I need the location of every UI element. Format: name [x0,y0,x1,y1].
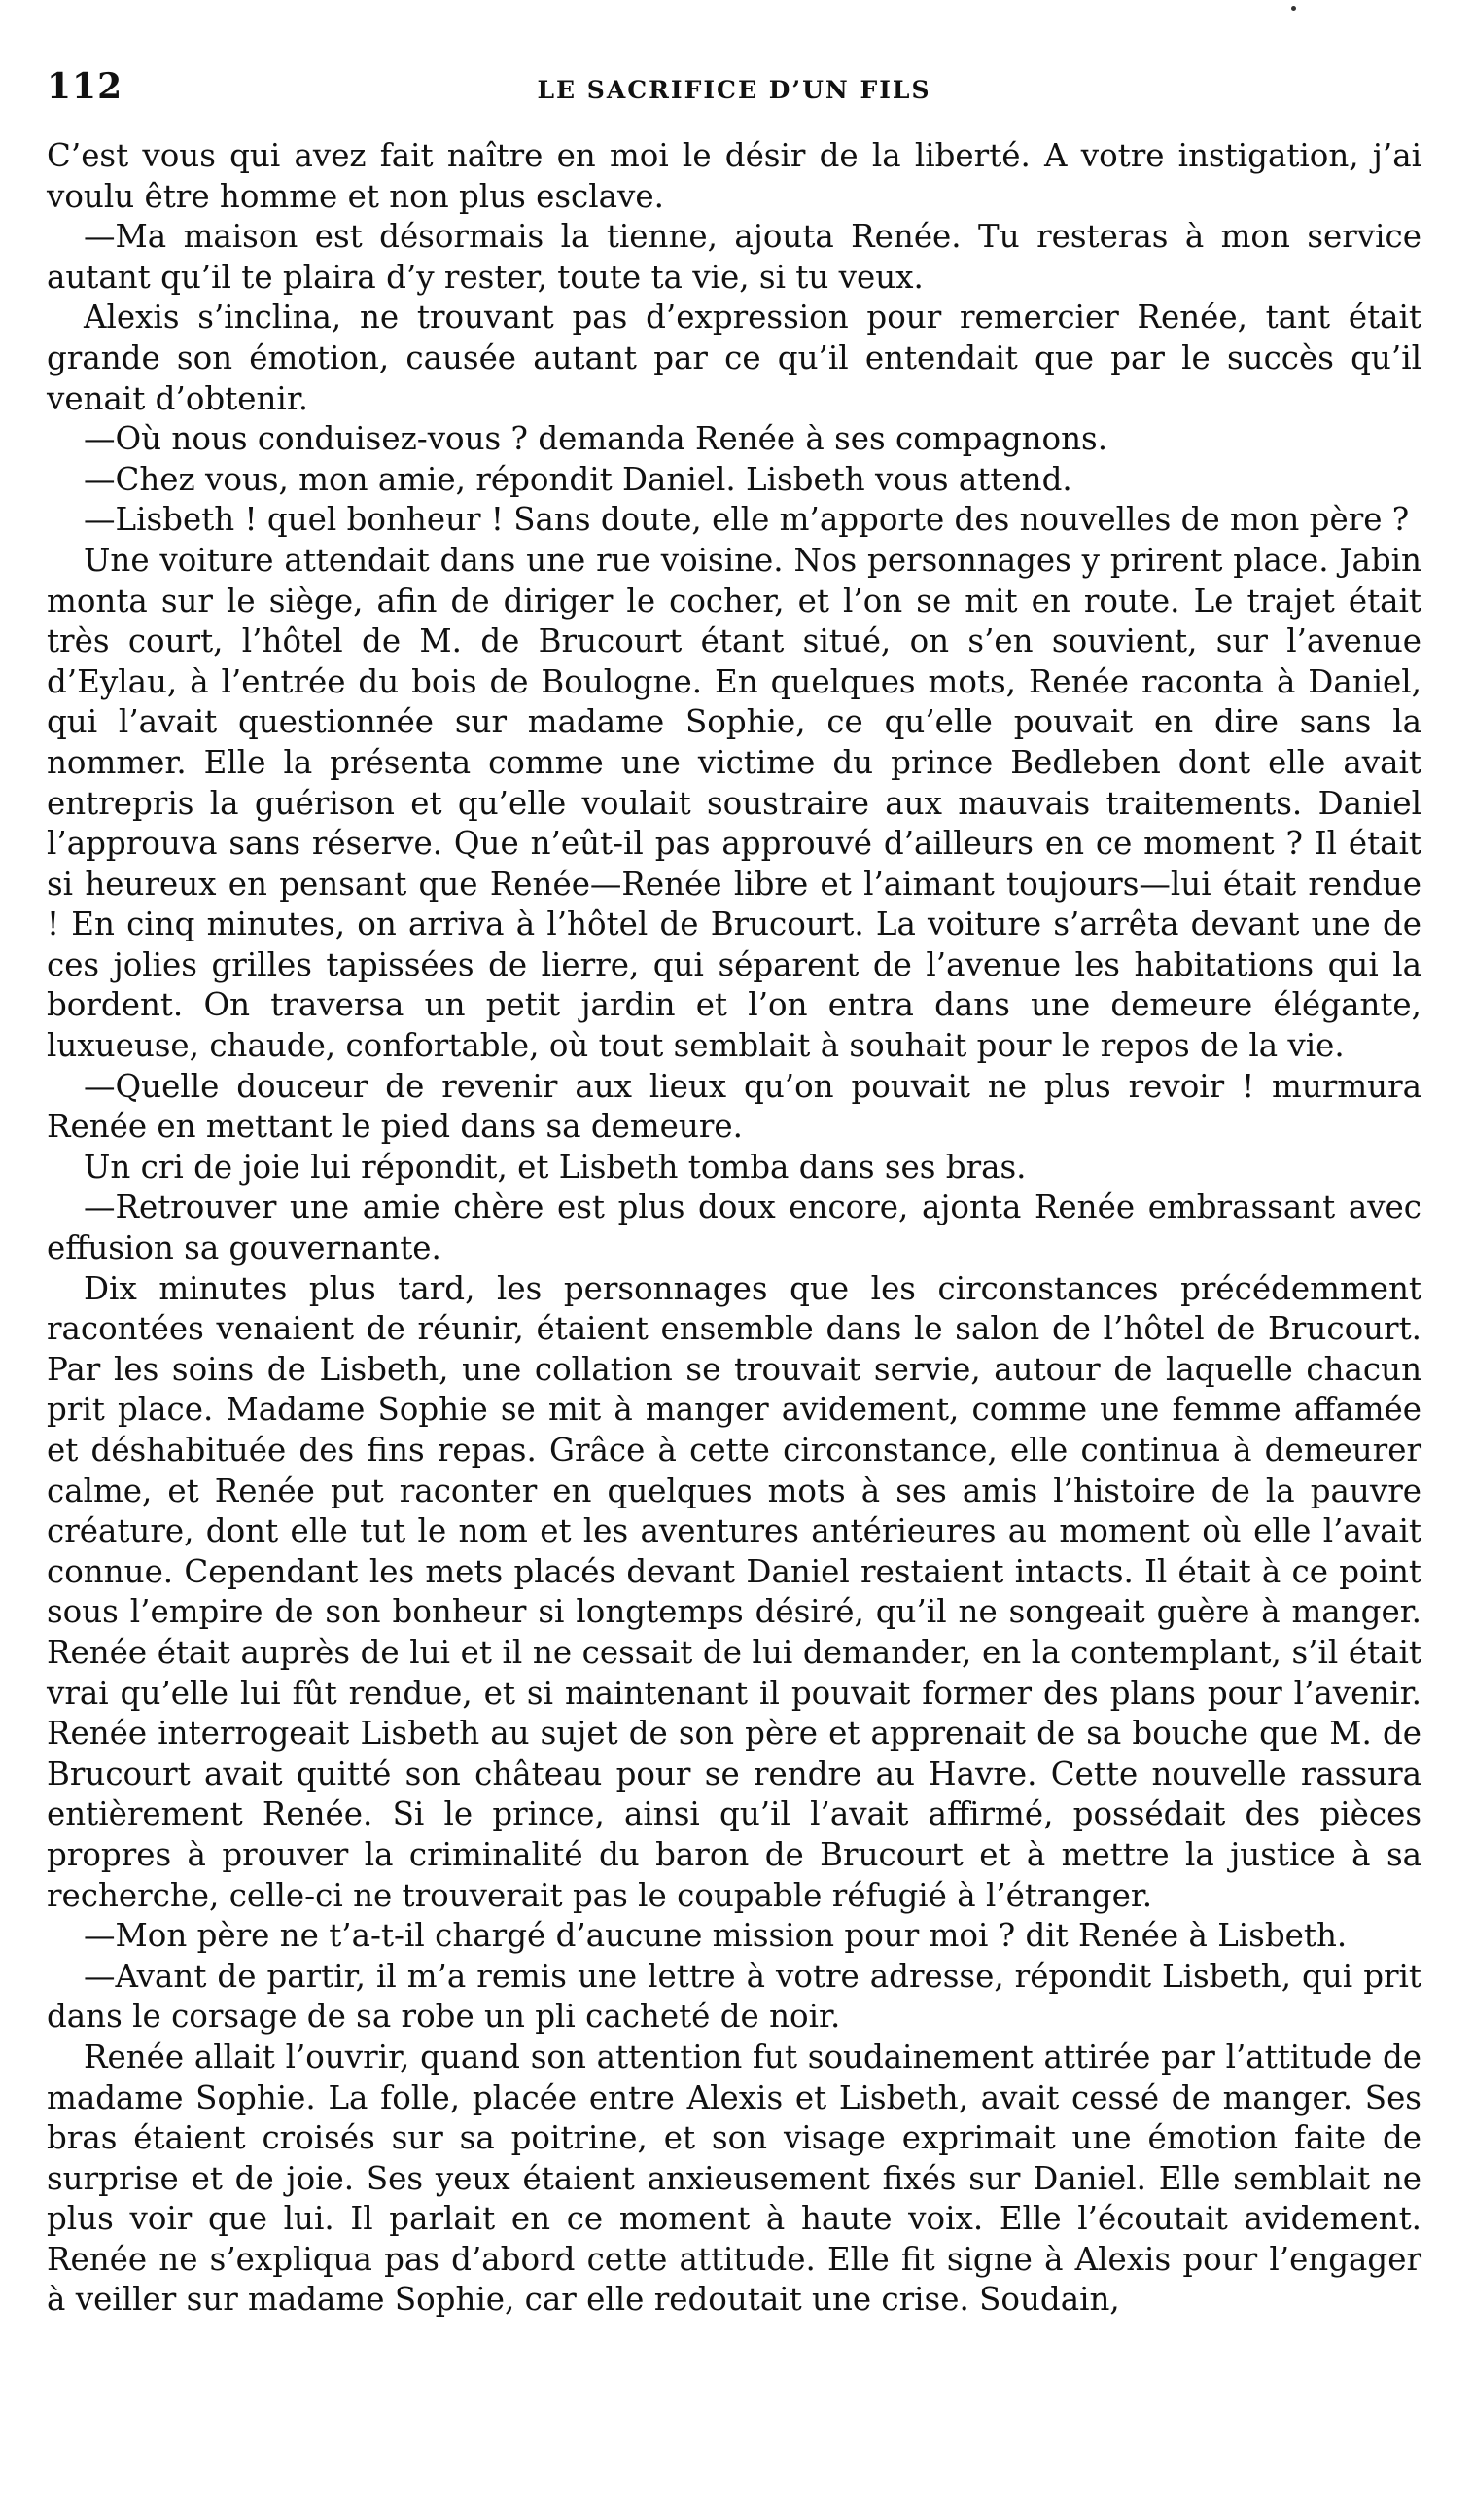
paragraph: —Quelle douceur de revenir aux lieux qu’on pouvait ne plus revoir ! murmura Renée en mettant le pied dans sa demeure. [47,1067,1421,1146]
running-title: LE SACRIFICE D’UN FILS [537,76,931,104]
paragraph: Une voiture attendait dans une rue voisine. Nos personnages y prirent place. Jabin monta sur le siège, afin de diriger le cocher, et l’on se mit en route. Le trajet était très court, l’hôtel de M. de Brucourt étant situé, on s’en souvient, sur l’avenue d’Eylau, à l’entrée du bois de Boulogne. En quelques mots, Renée raconta à Daniel, qui l’avait questionnée sur madame Sophie, ce qu’elle pouvait en dire sans la nommer. Elle la présenta comme une victime du prince Bedleben dont elle avait entrepris la guérison et qu’elle voulait soustraire aux mauvais traitements. Daniel l’approuva sans réserve. Que n’eût-il pas approuvé d’ailleurs en ce moment ? Il était si heureux en pensant que Renée—Renée libre et l’aimant toujours—lui était rendue ! En cinq minutes, on arriva à l’hôtel de Brucourt. La voiture s’arrêta devant une de ces jolies grilles tapissées de lierre, qui séparent de l’avenue les habitations qui la bordent. On traversa un petit jardin et l’on entra dans une demeure élégante, luxueuse, chaude, confortable, où tout semblait à souhait pour le repos de la vie. [47,541,1421,1065]
ink-speck [1291,6,1296,11]
paragraph: —Où nous conduisez-vous ? demanda Renée à ses compagnons. [84,420,1108,458]
paragraph: —Avant de partir, il m’a remis une lettre à votre adresse, répondit Lisbeth, qui prit dans le corsage de sa robe un pli cacheté de noir. [47,1957,1421,2036]
running-head [47,60,1421,119]
paragraph: —Mon père ne t’a-t-il chargé d’aucune mission pour moi ? dit Renée à Lisbeth. [84,1917,1348,1955]
book-page [47,60,1421,2321]
paragraph: Un cri de joie lui répondit, et Lisbeth tomba dans ses bras. [84,1148,1027,1186]
page-number: 112 [47,66,123,107]
paragraph: Alexis s’inclina, ne trouvant pas d’expression pour remercier Renée, tant était grande son émotion, causée autant par ce qu’il entendait que par le succès qu’il venait d’obtenir. [47,299,1421,417]
paragraph: —Chez vous, mon amie, répondit Daniel. Lisbeth vous attend. [84,460,1072,498]
paragraph: Dix minutes plus tard, les personnages que les circonstances précédemment racontées venaient de réunir, étaient ensemble dans le salon de l’hôtel de Brucourt. Par les soins de Lisbeth, une collation se trouvait servie, autour de laquelle chacun prit place. Madame Sophie se mit à manger avidement, comme une femme affamée et déshabituée des fins repas. Grâce à cette circonstance, elle continua à demeurer calme, et Renée put raconter en quelques mots à ses amis l’histoire de la pauvre créature, dont elle tut le nom et les aventures antérieures au moment où elle l’avait connue. Cependant les mets placés devant Daniel restaient intacts. Il était à ce point sous l’empire de son bonheur si longtemps désiré, qu’il ne songeait guère à manger. Renée était auprès de lui et il ne cessait de lui demander, en la contemplant, s’il était vrai qu’elle lui fût rendue, et si maintenant il pouvait former des plans pour l’avenir. Renée interrogeait Lisbeth au sujet de son père et apprenait de sa bouche que M. de Brucourt avait quitté son château pour se rendre au Havre. Cette nouvelle rassura entièrement Renée. Si le prince, ainsi qu’il l’avait affirmé, possédait des pièces propres à prouver la criminalité du baron de Brucourt et à mettre la justice à sa recherche, celle-ci ne trouverait pas le coupable réfugié à l’étranger. [47,1269,1421,1914]
paragraph: —Retrouver une amie chère est plus doux encore, ajonta Renée embrassant avec effusion sa gouvernante. [47,1189,1421,1267]
body-text [47,136,1421,2321]
paragraph: —Lisbeth ! quel bonheur ! Sans doute, elle m’apporte des nouvelles de mon père ? [84,501,1410,539]
paragraph: Renée allait l’ouvrir, quand son attention fut soudainement attirée par l’attitude de madame Sophie. La folle, placée entre Alexis et Lisbeth, avait cessé de manger. Ses bras étaient croisés sur sa poitrine, et son visage exprimait une émotion faite de surprise et de joie. Ses yeux étaient anxieusement fixés sur Daniel. Elle semblait ne plus voir que lui. Il parlait en ce moment à haute voix. Elle l’écoutait avidement. Renée ne s’expliqua pas d’abord cette attitude. Elle fit signe à Alexis pour l’engager à veiller sur madame Sophie, car elle redoutait une crise. Soudain, [47,2038,1421,2319]
paragraph: —Ma maison est désormais la tienne, ajouta Renée. Tu resteras à mon service autant qu’il te plaira d’y rester, toute ta vie, si tu veux. [47,218,1421,296]
paragraph: C’est vous qui avez fait naître en moi le désir de la liberté. A votre instigation, j’ai voulu être homme et non plus esclave. [47,137,1421,215]
